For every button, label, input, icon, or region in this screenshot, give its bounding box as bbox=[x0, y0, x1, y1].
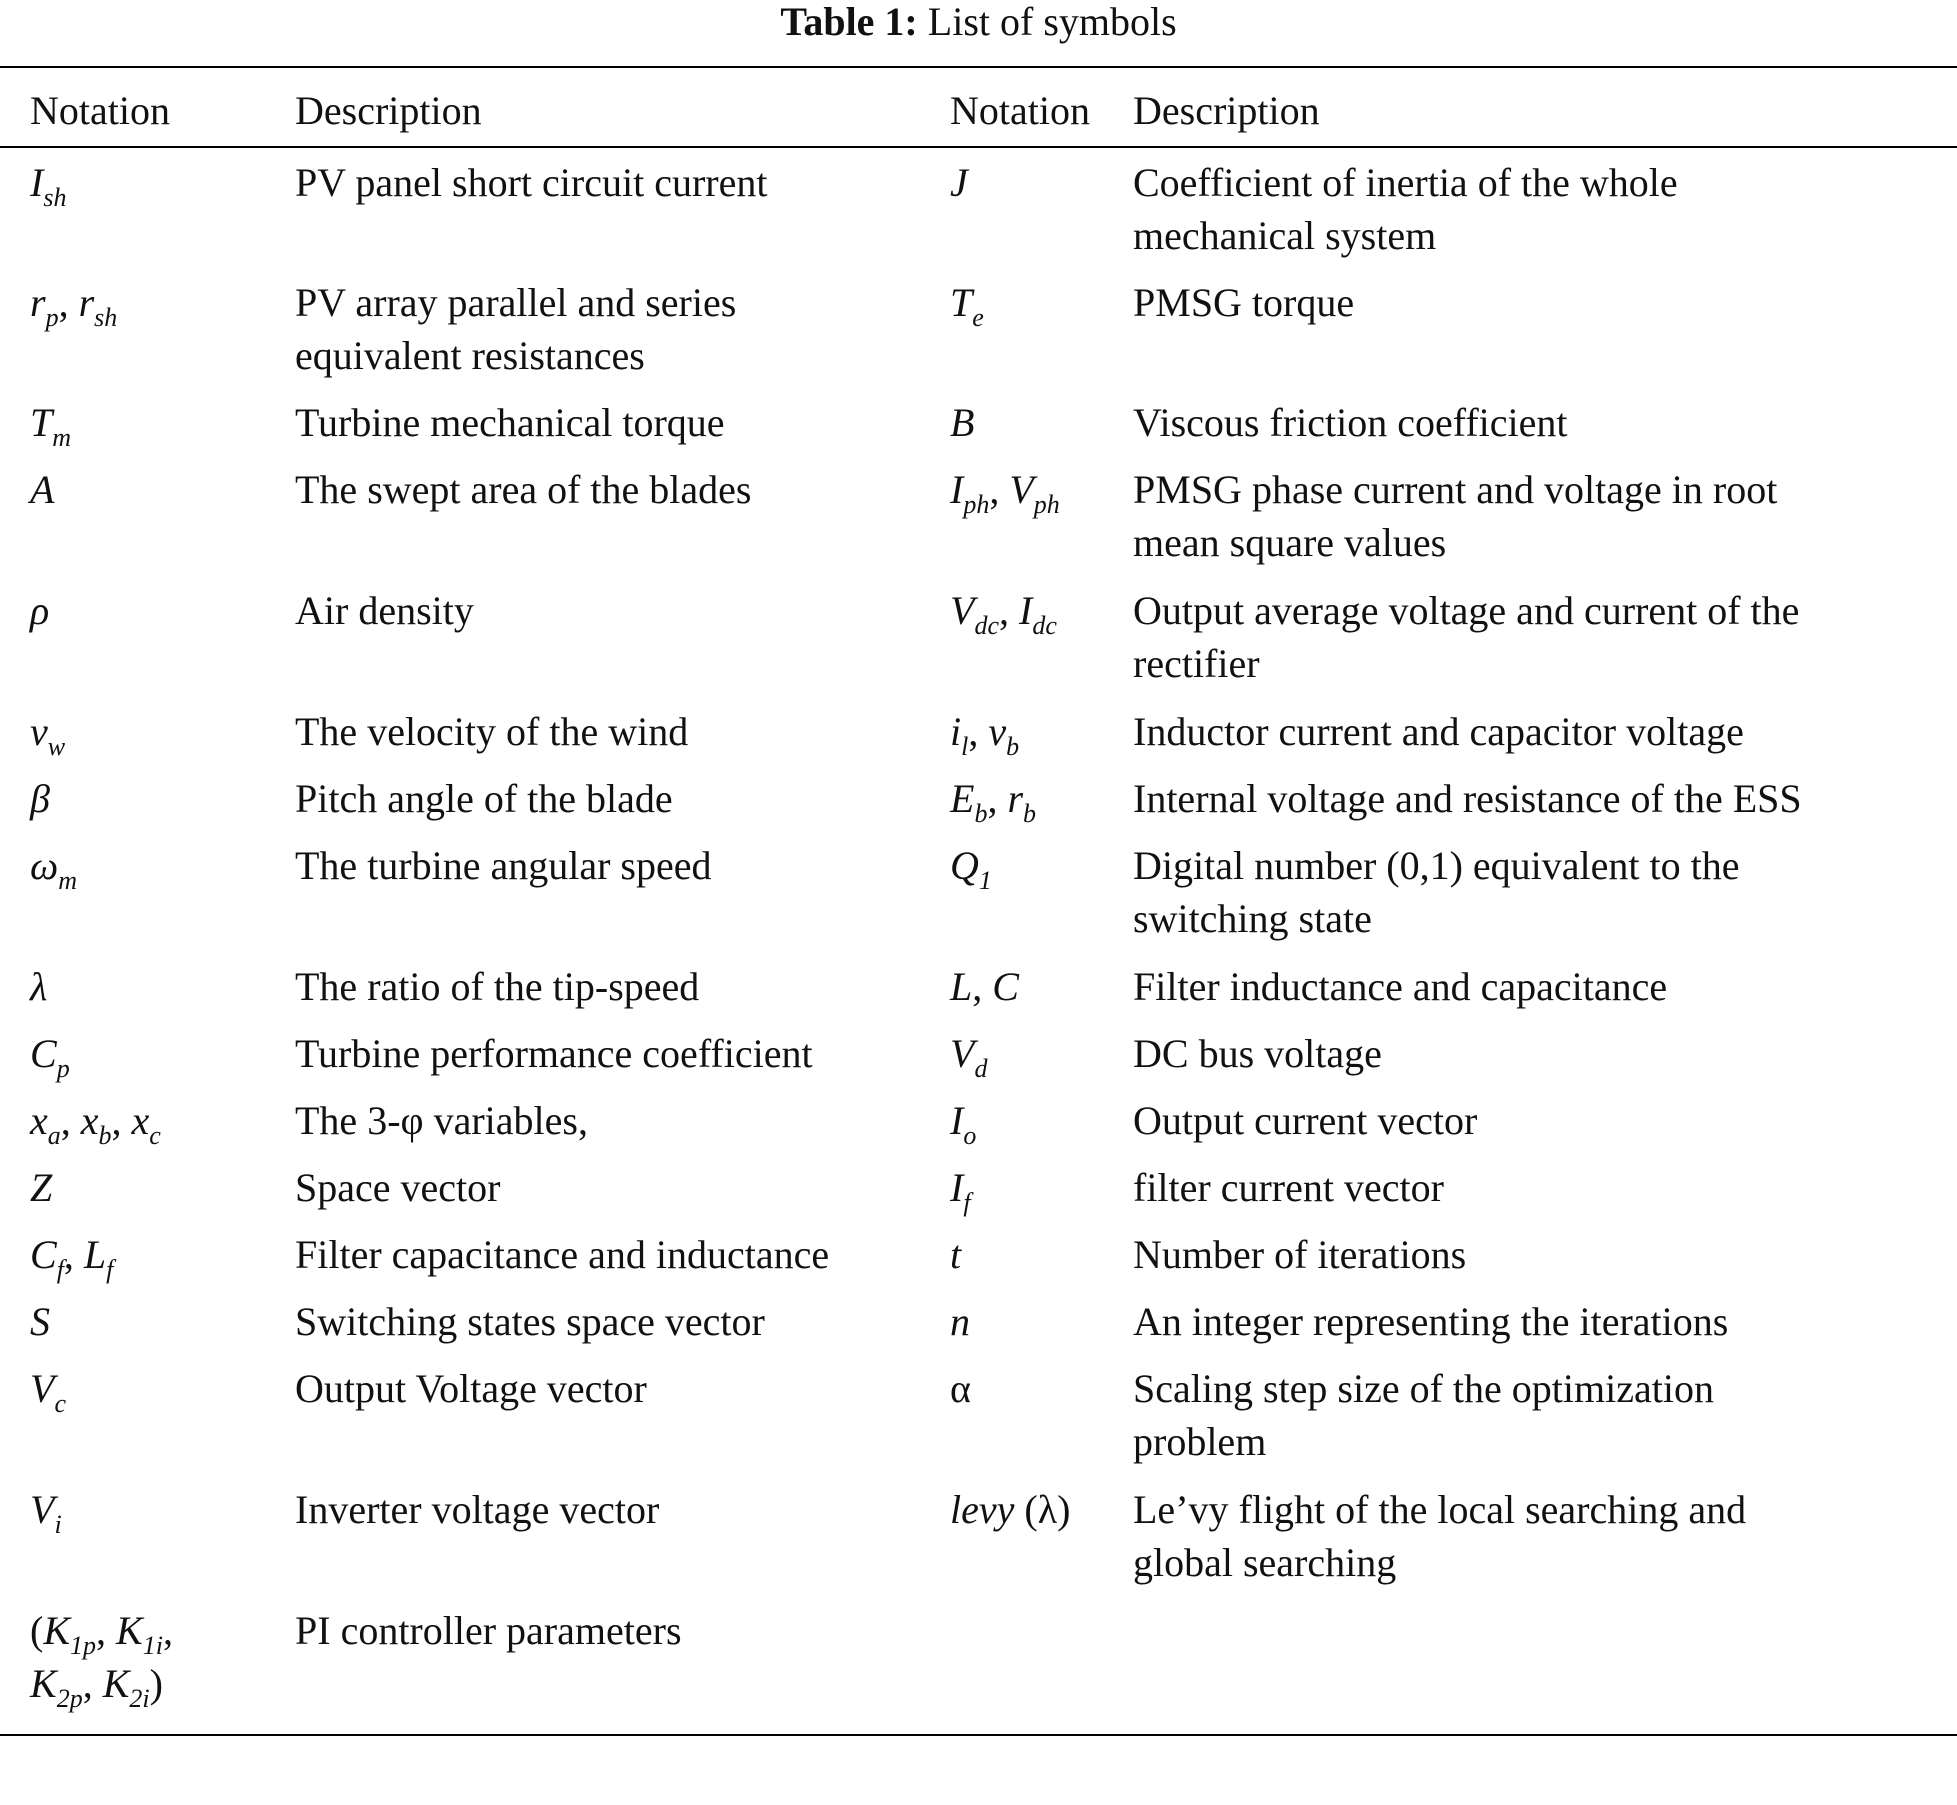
notation-cell: t bbox=[950, 1232, 962, 1277]
notation-cell: $I_o$ bbox=[950, 1098, 977, 1150]
description-cell: Le’vy flight of the local searching and global searching bbox=[1133, 1487, 1747, 1585]
description-cell: PMSG phase current and voltage in root mean square values bbox=[1133, 467, 1778, 565]
notation-cell: $V_{dc}$, $I_{dc}$ bbox=[950, 588, 1057, 640]
description-cell: Inverter voltage vector bbox=[295, 1487, 660, 1532]
notation-cell: levy (λ) bbox=[950, 1487, 1071, 1532]
notation-cell: λ bbox=[30, 964, 48, 1009]
notation-cell: $i_l$, $v_b$ bbox=[950, 709, 1020, 761]
notation-cell: $I_f$ bbox=[950, 1165, 971, 1217]
header-description-2: Description bbox=[1133, 88, 1320, 133]
description-cell: Coefficient of inertia of the whole mechanical system bbox=[1133, 160, 1678, 258]
notation-cell: $T_m$ bbox=[30, 400, 72, 452]
description-cell: Filter inductance and capacitance bbox=[1133, 964, 1668, 1009]
table-caption-text: List of symbols bbox=[927, 0, 1177, 44]
notation-cell: ($K_{1p}$, $K_{1i}$, $K_{2p}$, $K_{2i}$) bbox=[30, 1608, 173, 1713]
table-body bbox=[0, 66, 1957, 1805]
header-notation-1: Notation bbox=[30, 88, 170, 133]
description-cell: Air density bbox=[295, 588, 474, 633]
notation-cell: S bbox=[30, 1299, 50, 1344]
notation-cell: A bbox=[30, 467, 55, 512]
notation-cell: ρ bbox=[30, 588, 50, 633]
description-cell: Internal voltage and resistance of the ESS bbox=[1133, 776, 1802, 821]
notation-cell: $I_{ph}$, $V_{ph}$ bbox=[950, 467, 1060, 519]
description-cell: The swept area of the blades bbox=[295, 467, 752, 512]
description-cell: Number of iterations bbox=[1133, 1232, 1467, 1277]
description-cell: DC bus voltage bbox=[1133, 1031, 1382, 1076]
description-cell: Digital number (0,1) equivalent to the switching state bbox=[1133, 843, 1740, 941]
description-cell: Space vector bbox=[295, 1165, 501, 1210]
notation-cell: $I_{sh}$ bbox=[30, 160, 67, 212]
notation-cell: $v_w$ bbox=[30, 709, 66, 761]
notation-cell: $r_p$, $r_{sh}$ bbox=[30, 280, 118, 332]
table-caption-label: Table 1: bbox=[780, 0, 918, 44]
description-cell: Pitch angle of the blade bbox=[295, 776, 673, 821]
notation-cell: $\omega_m$ bbox=[30, 843, 78, 895]
notation-cell: $C_f$, $L_f$ bbox=[30, 1232, 114, 1284]
notation-cell: $T_e$ bbox=[950, 280, 984, 332]
description-cell: Scaling step size of the optimization problem bbox=[1133, 1366, 1714, 1464]
description-cell: The 3-φ variables, bbox=[295, 1098, 588, 1143]
notation-cell: n bbox=[950, 1299, 970, 1344]
table-caption bbox=[0, 0, 1957, 44]
notation-cell: $E_b$, $r_b$ bbox=[950, 776, 1037, 828]
description-cell: Switching states space vector bbox=[295, 1299, 765, 1344]
description-cell: Turbine performance coefficient bbox=[295, 1031, 813, 1076]
notation-cell: B bbox=[950, 400, 975, 445]
description-cell: Turbine mechanical torque bbox=[295, 400, 725, 445]
description-cell: Output Voltage vector bbox=[295, 1366, 647, 1411]
description-cell: Inductor current and capacitor voltage bbox=[1133, 709, 1744, 754]
notation-cell: $V_i$ bbox=[30, 1487, 62, 1539]
description-cell: The turbine angular speed bbox=[295, 843, 712, 888]
header-description-1: Description bbox=[295, 88, 482, 133]
description-cell: The velocity of the wind bbox=[295, 709, 689, 754]
notation-cell: $x_a$, $x_b$, $x_c$ bbox=[30, 1098, 161, 1150]
description-cell: PMSG torque bbox=[1133, 280, 1355, 325]
description-cell: The ratio of the tip-speed bbox=[295, 964, 700, 1009]
table-bottom-rule bbox=[0, 1734, 1957, 1736]
description-cell: filter current vector bbox=[1133, 1165, 1444, 1210]
notation-cell: $V_c$ bbox=[30, 1366, 66, 1418]
notation-cell: α bbox=[950, 1366, 971, 1411]
notation-cell: $Q_1$ bbox=[950, 843, 992, 895]
notation-cell: L, C bbox=[950, 964, 1019, 1009]
description-cell: PI controller parameters bbox=[295, 1608, 682, 1653]
description-cell: Output average voltage and current of the rectifier bbox=[1133, 588, 1800, 686]
notation-cell: β bbox=[30, 776, 50, 821]
description-cell: Viscous friction coefficient bbox=[1133, 400, 1568, 445]
description-cell: PV array parallel and series equivalent resistances bbox=[295, 280, 737, 378]
notation-cell: Z bbox=[30, 1165, 53, 1210]
notation-cell: $C_p$ bbox=[30, 1031, 70, 1083]
description-cell: PV panel short circuit current bbox=[295, 160, 768, 205]
notation-cell: $V_d$ bbox=[950, 1031, 988, 1083]
notation-cell: J bbox=[950, 160, 968, 205]
header-notation-2: Notation bbox=[950, 88, 1090, 133]
description-cell: Output current vector bbox=[1133, 1098, 1478, 1143]
description-cell: An integer representing the iterations bbox=[1133, 1299, 1729, 1344]
description-cell: Filter capacitance and inductance bbox=[295, 1232, 830, 1277]
